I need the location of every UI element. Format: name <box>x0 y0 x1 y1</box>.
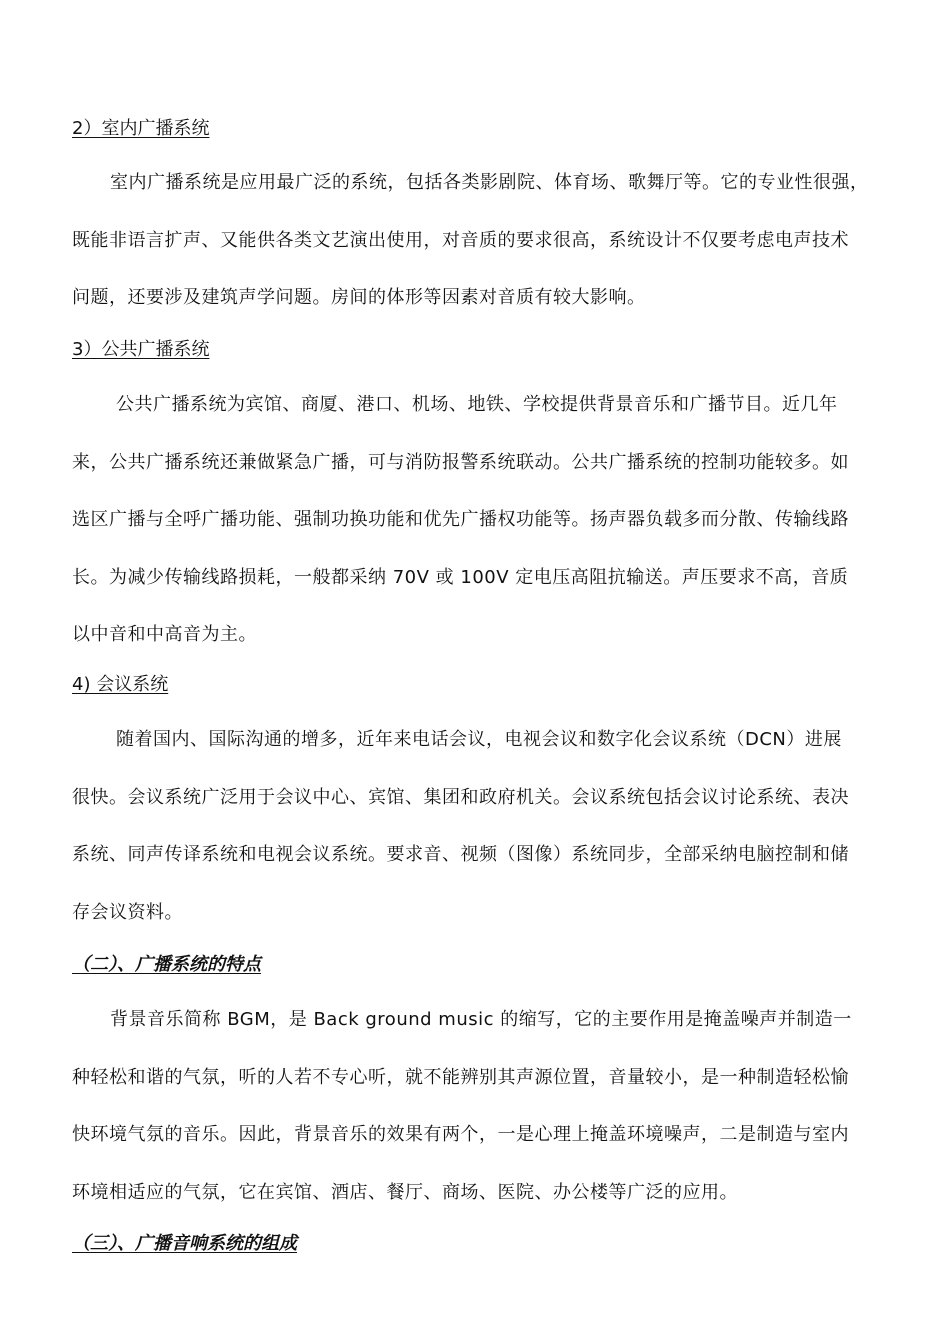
paragraph-line: 来，公共广播系统还兼做紧急广播，可与消防报警系统联动。公共广播系统的控制功能较多。如 <box>72 451 849 473</box>
paragraph-line: 环境相适应的气氛，它在宾馆、酒店、餐厅、商场、医院、办公楼等广泛的应用。 <box>72 1181 738 1203</box>
section-heading-public-broadcast: 3）公共广播系统 <box>72 339 210 360</box>
paragraph-line: 以中音和中高音为主。 <box>72 624 257 645</box>
paragraph-line: 长。为减少传输线路损耗，一般都采纳 70V 或 100V 定电压高阻抗输送。声压要求不高，音质 <box>72 566 849 588</box>
paragraph-indoor-broadcast <box>72 154 892 327</box>
paragraph-line: 系统、同声传译系统和电视会议系统。要求音、视频（图像）系统同步，全部采纳电脑控制和储 <box>72 844 849 865</box>
section-heading-indoor-broadcast: 2）室内广播系统 <box>72 118 210 139</box>
paragraph-line: 随着国内、国际沟通的增多，近年来电话会议，电视会议和数字化会议系统（DCN）进展 <box>116 729 842 750</box>
paragraph-conference-system <box>72 711 892 941</box>
section-heading-system-composition: （三）、广播音响系统的组成 <box>72 1233 297 1254</box>
paragraph-line: 很快。会议系统广泛用于会议中心、宾馆、集团和政府机关。会议系统包括会议讨论系统、表决 <box>72 786 849 808</box>
section-heading-conference-system: 4) 会议系统 <box>72 674 169 695</box>
paragraph-line: 种轻松和谐的气氛，听的人若不专心听，就不能辨别其声源位置，音量较小，是一种制造轻松愉 <box>72 1066 849 1088</box>
paragraph-line: 背景音乐简称 BGM，是 Back ground music 的缩写，它的主要作用是掩盖噪声并制造一 <box>110 1009 852 1030</box>
paragraph-line: 既能非语言扩声、又能供各类文艺演出使用，对音质的要求很高，系统设计不仅要考虑电声技术 <box>72 229 849 251</box>
paragraph-line: 公共广播系统为宾馆、商厦、港口、机场、地铁、学校提供背景音乐和广播节目。近几年 <box>116 394 838 415</box>
paragraph-public-broadcast <box>72 376 892 664</box>
paragraph-line: 选区广播与全呼广播功能、强制功换功能和优先广播权功能等。扬声器负载多而分散、传输线路 <box>72 509 849 530</box>
paragraph-line: 室内广播系统是应用最广泛的系统，包括各类影剧院、体育场、歌舞厅等。它的专业性很强， <box>110 172 869 193</box>
paragraph-line: 快环境气氛的音乐。因此，背景音乐的效果有两个，一是心理上掩盖环境噪声，二是制造与室内 <box>72 1124 849 1145</box>
section-heading-broadcast-features: （二）、广播系统的特点 <box>72 954 261 975</box>
paragraph-line: 存会议资料。 <box>72 901 183 923</box>
paragraph-broadcast-features <box>72 991 892 1221</box>
paragraph-line: 问题，还要涉及建筑声学问题。房间的体形等因素对音质有较大影响。 <box>72 287 646 308</box>
